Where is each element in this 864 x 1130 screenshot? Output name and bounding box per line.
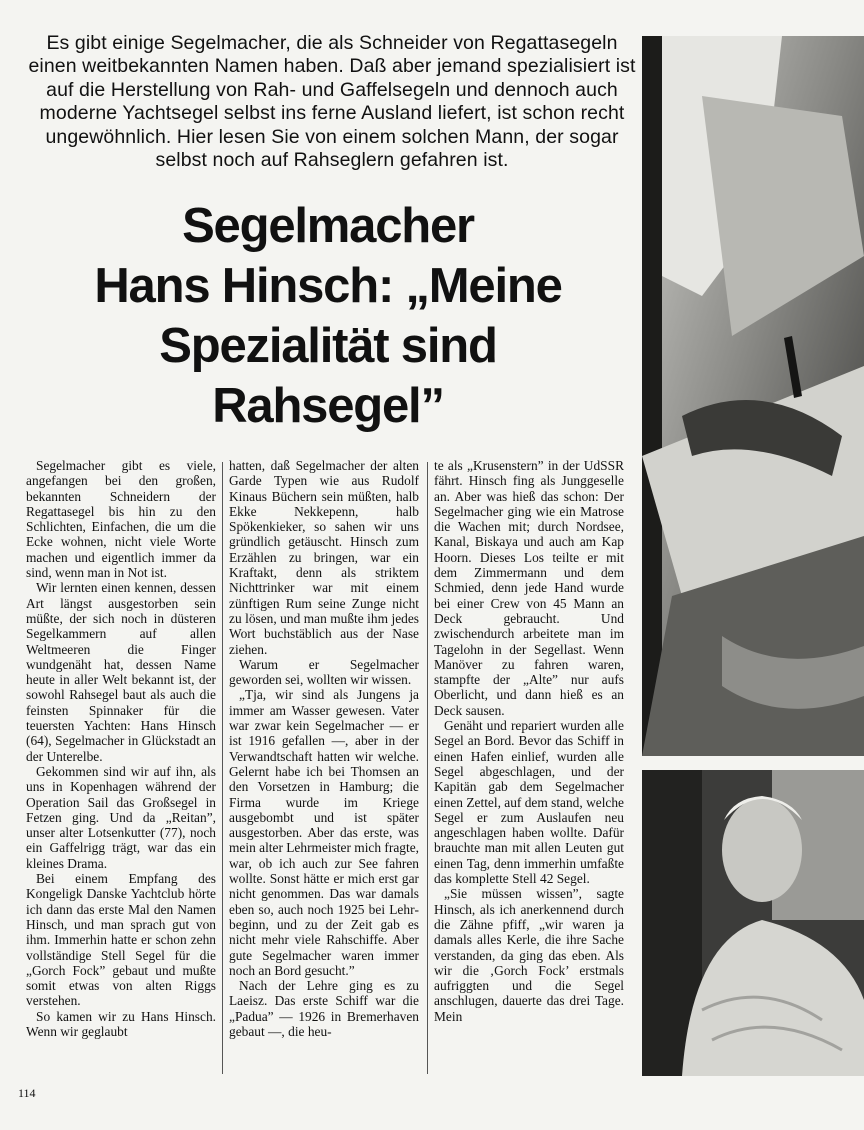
headline-line-1: Segelmacher [182,199,474,253]
paragraph: Bei einem Empfang des Kongeligk Danske Yachtclub hörte ich dann das erste Mal den Namen Hinsch, und man sprach gut von ihm. Immerhin hatte er schon zehn vollständige Stell Segel für die „Gorch Fock” gebaut und mußte somit etwas von alten Riggs verstehen. [26,871,216,1009]
sail-loft-photo [642,36,864,756]
headline-line-4: Rahsegel” [212,379,444,433]
text-column-1 [26,458,216,1039]
portrait-photo [642,770,864,1076]
page-number: 114 [18,1086,36,1100]
paragraph: „Sie müssen wissen”, sagte Hinsch, als ich anerkennend durch die Zähne pfiff, „wir waren ja damals alles Kerle, die ihre Sache verstanden, da ging das eben. Als wir die ‚Gorch Fock’ erstmals aufriggten und die Segel anschlugen, dauerte das drei Tage. Mein [434,886,624,1024]
paragraph: hatten, daß Segelmacher der alten Garde Typen wie aus Rudolf Kinaus Büchern sein müßten, halb Ekke Nekkepenn, halb Spökenkieker, so sahen wir uns gründlich getäuscht. Hinsch zum Erzählen zu bringen, war ein Kraftakt, denn als striktem Nichttrinker war mit einem zünftigen Rum seine Zunge nicht zu lösen, und man mußte ihm jedes Wort buchstäblich aus der Nase ziehen. [229,458,419,657]
intro-text: Es gibt einige Segelmacher, die als Schneider von Regattasegeln einen weitbekannten Namen haben. Daß aber jemand spezialisiert ist auf die Herstellung von Rah- und Gaffelsegeln und dennoch auch moderne Yachtsegel selbst ins ferne Ausland liefert, ist schon recht ungewöhnlich. Hier lesen Sie von einem solchen Mann, der sogar selbst noch auf Rahseglern gefahren ist. [28,32,636,172]
text-column-3 [434,458,624,1024]
headline-line-2: Hans Hinsch: „Meine [94,259,562,313]
text-column-2 [229,458,419,1039]
headline-line-3: Spezialität sind [159,319,497,373]
headline [22,196,634,436]
paragraph: Genäht und repariert wurden alle Segel an Bord. Bevor das Schiff in einen Hafen einlief, wurden alle Segel abgeschlagen, und der Kapitän gab dem Segelmacher einen Zettel, auf dem stand, welche Segel er zum Auslaufen neu angeschlagen haben wollte. Dafür brauchte man mit allen Leuten gut einen Tag, denn immerhin umfaßte das komplette Stell 42 Segel. [434,718,624,887]
paragraph: te als „Krusenstern” in der UdSSR fährt. Hinsch fing als Junggeselle an. Aber was hieß das schon: Der Segelmacher ging wie ein Matrose die Wachen mit; durch Nordsee, Kanal, Biskaya und auch am Kap Hoorn. Dieses Los teilte er mit dem Zimmermann und dem Schmied, denn jede Hand wurde bei einer Crew von 45 Mann an Deck gebraucht. Und zwischendurch arbeitete man im Tagelohn in der Segellast. Wenn Manöver zu fahren waren, stampfte der „Alte” nur aufs Oberlicht, und dann hieß es an Deck sausen. [434,458,624,718]
paragraph: So kamen wir zu Hans Hinsch. Wenn wir geglaubt [26,1008,216,1039]
paragraph: Gekommen sind wir auf ihn, als uns in Kopenhagen während der Operation Sail das Großsegel in Fetzen ging. Und da „Reitan”, unser alter Lotsenkutter (77), noch ein Gaffelrigg trägt, war das ein kleines Drama. [26,763,216,871]
paragraph: Warum er Segelmacher geworden sei, wollten wir wissen. [229,656,419,688]
paragraph: „Tja, wir sind als Jungens ja immer am Wasser gewesen. Vater war zwar kein Segelmacher — er ist 1916 gefallen —, aber in der Verwandtschaft hatten wir welche. Gelernt habe ich bei Thomsen an den Vorsetzen in Hamburg; die Firma wurde im Kriege ausgebombt und ist später ausgestorben. Aber das erste, was mein alter Lehrmeister mich fragte, war, ob ich auch zur See fahren wollte. Sonst hätte er mich erst gar nicht genommen. Das war damals eben so, auch noch 1925 bei Lehrbeginn, und zu der Zeit gab es nicht mehr viele Rahschiffe. Aber gute Segelmacher waren immer noch an Bord gesucht.” [229,687,419,978]
column-divider [222,462,223,1074]
paragraph: Nach der Lehre ging es zu Laeisz. Das erste Schiff war die „Padua” — 1926 in Bremerhaven gebaut —, die heu- [229,978,419,1039]
paragraph: Segelmacher gibt es viele, angefangen bei den großen, bekannten Schneidern der Regattasegel bis hin zu den Schlichten, Einfachen, die um die Ecke wohnen, nicht viele Worte machen und eigentlich immer da sind, wenn man in Not ist. [26,458,216,581]
column-divider [427,462,428,1074]
paragraph: Wir lernten einen kennen, dessen Art längst ausgestorben sein müßte, der sich noch in düsteren Segelkammern auf allen Weltmeeren die Finger wundgenäht hat, dessen Name heute in aller Welt bekannt ist, der sowohl Rahsegel baut als auch die feinsten Spinnaker für die teuersten Yachten: Hans Hinsch (64), Segelmacher in Glückstadt an der Unterelbe. [26,580,216,764]
article-body [26,458,630,1078]
